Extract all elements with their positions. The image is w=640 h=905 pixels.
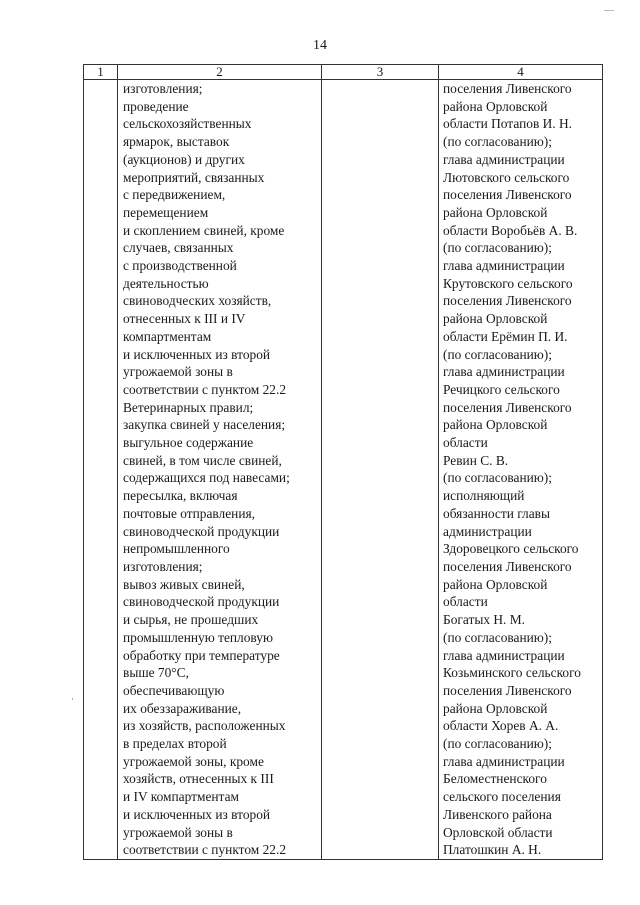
text-line: с производственной [123, 258, 237, 274]
text-line: угрожаемой зоны, кроме [123, 753, 264, 769]
text-line: и исключенных из второй [123, 346, 271, 362]
text-line: случаев, связанных [123, 240, 234, 256]
scan-artifact [604, 10, 614, 11]
text-line: изготовления; [123, 81, 203, 96]
text-line: мероприятий, связанных [123, 169, 265, 185]
text-line: выше 70°С, [123, 665, 189, 681]
text-line: глава администрации [443, 753, 565, 769]
text-line: района Орловской [443, 576, 548, 592]
text-line: области [443, 435, 488, 451]
text-line: поселения Ливенского [443, 558, 572, 574]
text-line: поселения Ливенского [443, 293, 572, 309]
text-line: отнесенных к III и IV [123, 311, 246, 327]
text-line: почтовые отправления, [123, 505, 256, 521]
text-line: и сырья, не прошедших [123, 612, 259, 628]
text-line: района Орловской [443, 700, 548, 716]
text-line: (по согласованию); [443, 346, 552, 362]
text-line: ярмарок, выставок [123, 134, 230, 150]
text-line: и IV компартментам [123, 789, 239, 805]
text-line: Ливенского района [443, 806, 552, 822]
text-line: содержащихся под навесами; [123, 470, 290, 486]
text-line: района Орловской [443, 204, 548, 220]
text-line: района Орловской [443, 311, 548, 327]
text-line: закупка свиней у населения; [123, 417, 286, 433]
text-line: Здоровецкого сельского [443, 541, 579, 557]
text-line: (по согласованию); [443, 470, 552, 486]
text-line: сельскохозяйственных [123, 116, 252, 132]
text-line: Ветеринарных правил; [123, 399, 254, 415]
text-line: Лютовского сельского [443, 169, 570, 185]
text-line: Беломестненского [443, 771, 547, 787]
text-line: угрожаемой зоны в [123, 364, 233, 380]
text-line: области Хорев А. А. [443, 718, 559, 734]
cell-col-4 [439, 80, 603, 860]
text-line: Речицкого сельского [443, 381, 560, 397]
text-line: вывоз живых свиней, [123, 576, 245, 592]
text-line: района Орловской [443, 417, 548, 433]
text-line: и исключенных из второй [123, 806, 271, 822]
text-line: (аукционов) и других [123, 151, 245, 167]
text-line: области Воробьёв А. В. [443, 222, 578, 238]
text-line: сельского поселения [443, 789, 561, 805]
text-line: глава администрации [443, 151, 565, 167]
text-line: из хозяйств, расположенных [123, 718, 286, 734]
text-line: области Потапов И. Н. [443, 116, 572, 132]
text-line: глава администрации [443, 364, 565, 380]
text-line: (по согласованию); [443, 629, 552, 645]
text-line: Платошкин А. Н. [443, 842, 542, 858]
text-line: деятельностью [123, 275, 209, 291]
measures-text [118, 80, 321, 859]
text-line: свиноводческой продукции [123, 594, 280, 610]
text-line: (по согласованию); [443, 240, 552, 256]
text-line: Орловской области [443, 824, 553, 840]
column-header-1: 1 [84, 65, 118, 80]
text-line: угрожаемой зоны в [123, 824, 233, 840]
table-header-row [84, 65, 603, 80]
text-line: непромышленного [123, 541, 230, 557]
text-line: глава администрации [443, 647, 565, 663]
text-line: свиноводческих хозяйств, [123, 293, 272, 309]
text-line: Ревин С. В. [443, 452, 509, 468]
text-line: области Ерёмин П. И. [443, 328, 568, 344]
cell-col-3 [322, 80, 439, 860]
text-line: (по согласованию); [443, 736, 552, 752]
text-line: Козьминского сельского [443, 665, 581, 681]
text-line: обязанности главы [443, 505, 550, 521]
text-line: соответствии с пунктом 22.2 [123, 381, 287, 397]
text-line: выгульное содержание [123, 435, 254, 451]
document-table [83, 64, 603, 860]
text-line: соответствии с пунктом 22.2 [123, 842, 287, 858]
text-line: администрации [443, 523, 532, 539]
text-line: поселения Ливенского [443, 187, 572, 203]
table-row [84, 80, 603, 860]
margin-dot: · [71, 694, 74, 704]
text-line: компартментам [123, 328, 212, 344]
cell-col-2 [118, 80, 322, 860]
column-header-3: 3 [322, 65, 439, 80]
text-line: глава администрации [443, 258, 565, 274]
text-line: свиноводческой продукции [123, 523, 280, 539]
text-line: перемещением [123, 204, 209, 220]
responsible-text [439, 80, 602, 859]
text-line: и скоплением свиней, кроме [123, 222, 285, 238]
text-line: обеспечивающую [123, 682, 225, 698]
text-line: поселения Ливенского [443, 81, 572, 96]
text-line: промышленную тепловую [123, 629, 273, 645]
text-line: района Орловской [443, 98, 548, 114]
text-line: (по согласованию); [443, 134, 552, 150]
text-line: области [443, 594, 488, 610]
column-header-4: 4 [439, 65, 603, 80]
text-line: свиней, в том числе свиней, [123, 452, 282, 468]
text-line: Крутовского сельского [443, 275, 573, 291]
text-line: их обеззараживание, [123, 700, 242, 716]
column-header-2: 2 [118, 65, 322, 80]
page-number: 14 [313, 38, 327, 53]
text-line: поселения Ливенского [443, 399, 572, 415]
text-line: исполняющий [443, 488, 525, 504]
text-line: с передвижением, [123, 187, 226, 203]
text-line: обработку при температуре [123, 647, 280, 663]
text-line: Богатых Н. М. [443, 612, 525, 628]
text-line: изготовления; [123, 558, 203, 574]
text-line: пересылка, включая [123, 488, 238, 504]
text-line: хозяйств, отнесенных к III [123, 771, 274, 787]
cell-col-1 [84, 80, 118, 860]
text-line: проведение [123, 98, 189, 114]
text-line: в пределах второй [123, 736, 227, 752]
text-line: поселения Ливенского [443, 682, 572, 698]
